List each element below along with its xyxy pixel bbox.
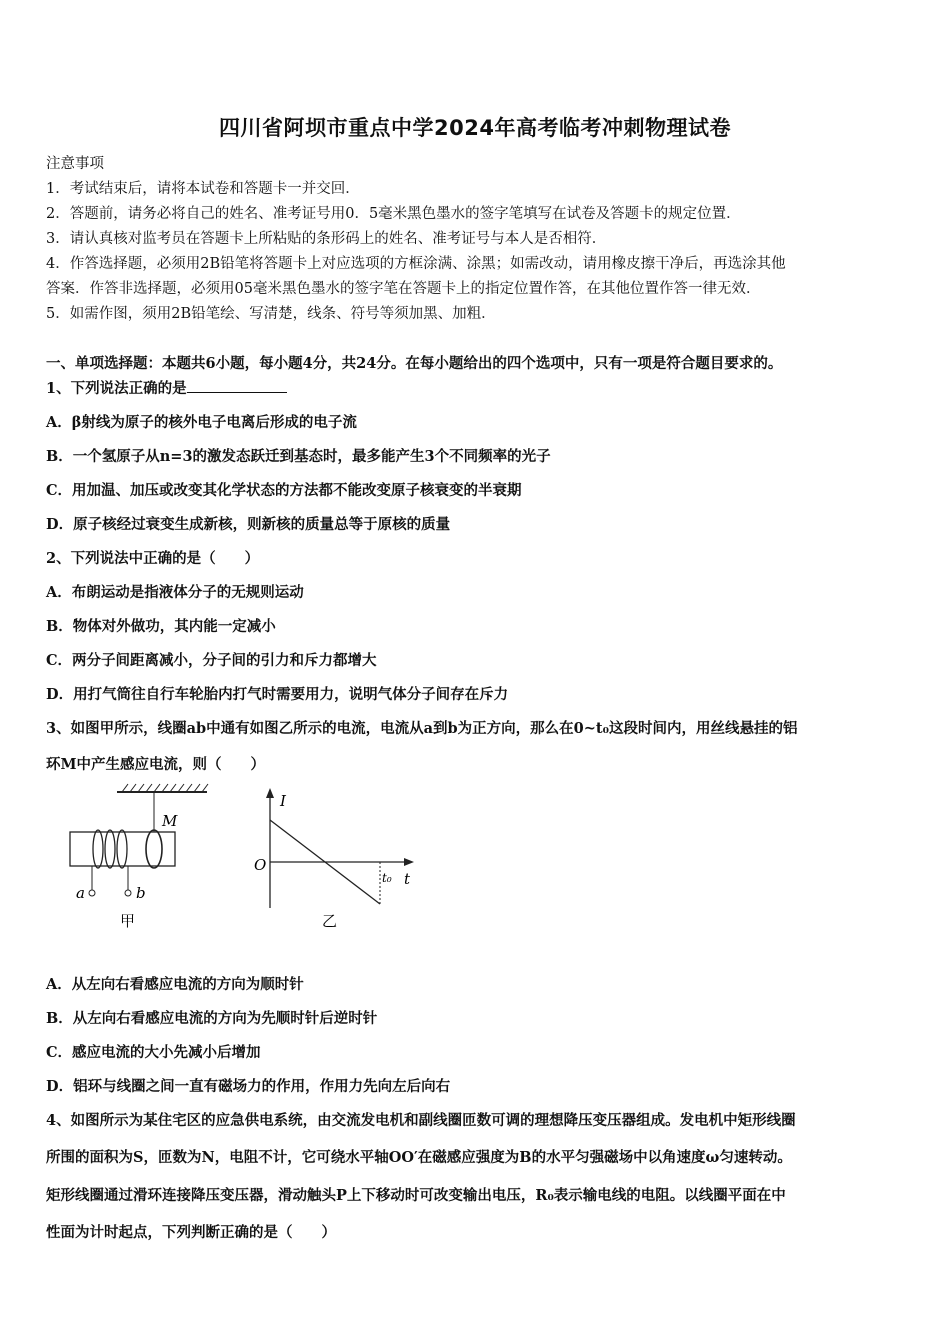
question-4-line: 所围的面积为S，匝数为N，电阻不计，它可绕水平轴OO′在磁感应强度为B的水平匀强磁场中以角速度ω匀速转动。 [46, 1149, 792, 1166]
caption-yi: 乙 [322, 912, 338, 930]
question-1-text: 1、下列说法正确的是 [46, 380, 187, 397]
notice-item: 1．考试结束后，请将本试卷和答题卡一并交回． [46, 181, 360, 197]
question-2-stem: 2、下列说法中正确的是（ ） [46, 550, 260, 567]
q1-option-d: D．原子核经过衰变生成新核，则新核的质量总等于原核的质量 [46, 516, 451, 533]
q2-option-a: A．布朗运动是指液体分子的无规则运动 [46, 584, 304, 601]
answer-blank [187, 378, 287, 393]
t0-label: t₀ [382, 871, 392, 885]
notice-item: 3．请认真核对监考员在答题卡上所粘贴的条形码上的姓名、准考证号与本人是否相符． [46, 231, 607, 247]
label-a: a [76, 884, 85, 902]
question-3-figure [62, 780, 422, 940]
q1-option-a: A．β射线为原子的核外电子电离后形成的电子流 [46, 414, 357, 431]
question-4-line: 4、如图所示为某住宅区的应急供电系统，由交流发电机和副线圈匝数可调的理想降压变压器组成。发电机中矩形线圈 [46, 1112, 796, 1129]
axis-t-label: t [404, 870, 411, 888]
notice-item: 2．答题前，请务必将自己的姓名、准考证号用0．5毫米黑色墨水的签字笔填写在试卷及答题卡的规定位置． [46, 206, 741, 222]
notice-heading: 注意事项 [46, 156, 104, 172]
label-b: b [136, 884, 146, 902]
question-4-line: 矩形线圈通过滑环连接降压变压器，滑动触头P上下移动时可改变输出电压，R₀表示输电线的电阻。以线圈平面在中 [46, 1187, 786, 1204]
q1-option-b: B．一个氢原子从n=3的激发态跃迁到基态时，最多能产生3个不同频率的光子 [46, 448, 551, 465]
question-3-stem-line1: 3、如图甲所示，线圈ab中通有如图乙所示的电流，电流从a到b为正方向，那么在0~t₀这段时间内，用丝线悬挂的铝 [46, 720, 798, 737]
notice-item: 答案．作答非选择题，必须用05毫米黑色墨水的签字笔在答题卡上的指定位置作答，在其他位置作答一律无效． [46, 281, 761, 297]
question-3-stem-line2: 环M中产生感应电流，则（ ） [46, 756, 266, 773]
q1-option-c: C．用加温、加压或改变其化学状态的方法都不能改变原子核衰变的半衰期 [46, 482, 522, 499]
q3-option-a: A．从左向右看感应电流的方向为顺时针 [46, 976, 304, 993]
question-4-line: 性面为计时起点，下列判断正确的是（ ） [46, 1224, 336, 1241]
axis-i-label: I [280, 792, 286, 810]
q2-option-c: C．两分子间距离减小，分子间的引力和斥力都增大 [46, 652, 377, 669]
q2-option-b: B．物体对外做功，其内能一定减小 [46, 618, 276, 635]
q3-option-c: C．感应电流的大小先减小后增加 [46, 1044, 261, 1061]
axis-origin-label: O [254, 856, 267, 874]
figure-left-coil [70, 784, 208, 896]
q3-option-d: D．铝环与线圈之间一直有磁场力的作用，作用力先向左后向右 [46, 1078, 451, 1095]
figure-right-graph [266, 788, 414, 908]
notice-item: 4．作答选择题，必须用2B铅笔将答题卡上对应选项的方框涂满、涂黑；如需改动，请用橡皮擦干净后，再选涂其他 [46, 256, 786, 272]
caption-jia: 甲 [120, 912, 136, 930]
page-title: 四川省阿坝市重点中学2024年高考临考冲刺物理试卷 [219, 116, 731, 140]
q2-option-d: D．用打气筒往自行车轮胎内打气时需要用力，说明气体分子间存在斥力 [46, 686, 509, 703]
label-m: M [162, 812, 178, 830]
notice-item: 5．如需作图，须用2B铅笔绘、写清楚，线条、符号等须加黑、加粗． [46, 306, 496, 322]
section-heading: 一、单项选择题：本题共6小题，每小题4分，共24分。在每小题给出的四个选项中，只有一项是符合题目要求的。 [46, 355, 783, 372]
question-1-stem [46, 377, 916, 398]
q3-option-b: B．从左向右看感应电流的方向为先顺时针后逆时针 [46, 1010, 378, 1027]
